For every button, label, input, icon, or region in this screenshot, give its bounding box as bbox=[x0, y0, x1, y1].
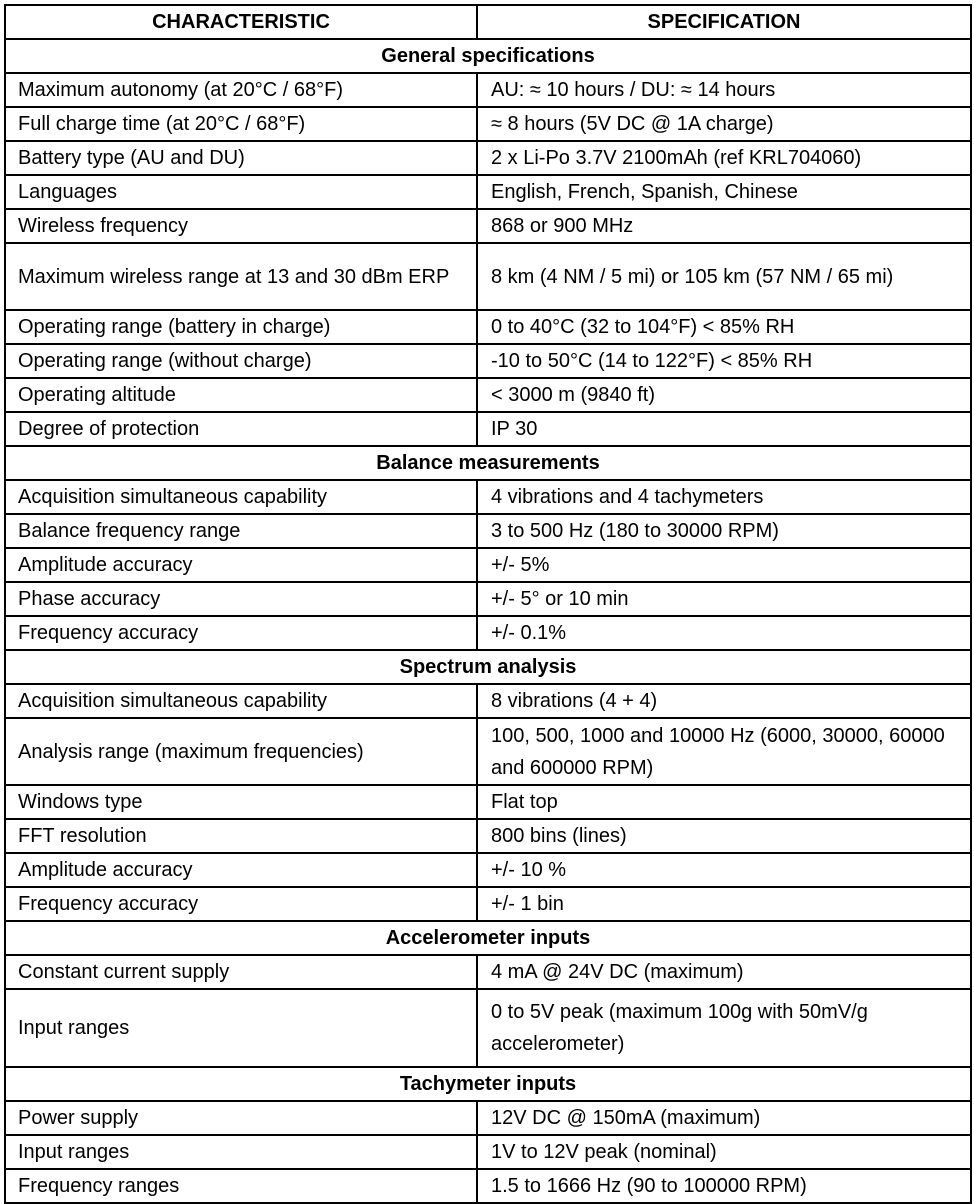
table-row bbox=[5, 548, 971, 582]
specifications-body bbox=[5, 39, 971, 1203]
table-row bbox=[5, 175, 971, 209]
characteristic-cell: Phase accuracy bbox=[5, 582, 477, 616]
specification-cell: 1V to 12V peak (nominal) bbox=[477, 1135, 971, 1169]
section-header-row bbox=[5, 921, 971, 955]
table-row bbox=[5, 785, 971, 819]
table-row bbox=[5, 344, 971, 378]
specification-cell: AU: ≈ 10 hours / DU: ≈ 14 hours bbox=[477, 73, 971, 107]
table-row bbox=[5, 514, 971, 548]
characteristic-cell: FFT resolution bbox=[5, 819, 477, 853]
table-row bbox=[5, 684, 971, 718]
specification-cell: 1.5 to 1666 Hz (90 to 100000 RPM) bbox=[477, 1169, 971, 1203]
characteristic-cell: Balance frequency range bbox=[5, 514, 477, 548]
specification-cell: 100, 500, 1000 and 10000 Hz (6000, 30000, 60000 and 600000 RPM) bbox=[477, 718, 971, 785]
characteristic-cell: Acquisition simultaneous capability bbox=[5, 684, 477, 718]
characteristic-cell: Constant current supply bbox=[5, 955, 477, 989]
specification-cell: 868 or 900 MHz bbox=[477, 209, 971, 243]
characteristic-cell: Frequency accuracy bbox=[5, 887, 477, 921]
specification-cell: 800 bins (lines) bbox=[477, 819, 971, 853]
specification-cell: 12V DC @ 150mA (maximum) bbox=[477, 1101, 971, 1135]
characteristic-cell: Maximum wireless range at 13 and 30 dBm ERP bbox=[5, 243, 477, 310]
table-row bbox=[5, 718, 971, 785]
specification-cell: Flat top bbox=[477, 785, 971, 819]
characteristic-cell: Power supply bbox=[5, 1101, 477, 1135]
characteristic-cell: Maximum autonomy (at 20°C / 68°F) bbox=[5, 73, 477, 107]
characteristic-cell: Wireless frequency bbox=[5, 209, 477, 243]
table-row bbox=[5, 582, 971, 616]
table-row bbox=[5, 107, 971, 141]
table-row bbox=[5, 819, 971, 853]
section-title: Balance measurements bbox=[5, 446, 971, 480]
specification-cell: 8 vibrations (4 + 4) bbox=[477, 684, 971, 718]
characteristic-cell: Operating range (without charge) bbox=[5, 344, 477, 378]
characteristic-cell: Languages bbox=[5, 175, 477, 209]
section-title: Tachymeter inputs bbox=[5, 1067, 971, 1101]
characteristic-cell: Degree of protection bbox=[5, 412, 477, 446]
table-row bbox=[5, 310, 971, 344]
specification-cell: ≈ 8 hours (5V DC @ 1A charge) bbox=[477, 107, 971, 141]
table-row bbox=[5, 955, 971, 989]
specification-cell: < 3000 m (9840 ft) bbox=[477, 378, 971, 412]
specification-cell: English, French, Spanish, Chinese bbox=[477, 175, 971, 209]
section-header-row bbox=[5, 1067, 971, 1101]
table-row bbox=[5, 73, 971, 107]
characteristic-cell: Input ranges bbox=[5, 989, 477, 1067]
specification-cell: +/- 0.1% bbox=[477, 616, 971, 650]
table-row bbox=[5, 141, 971, 175]
characteristic-cell: Amplitude accuracy bbox=[5, 548, 477, 582]
section-title: Spectrum analysis bbox=[5, 650, 971, 684]
table-header-row bbox=[5, 5, 971, 39]
specification-cell: -10 to 50°C (14 to 122°F) < 85% RH bbox=[477, 344, 971, 378]
characteristic-cell: Frequency ranges bbox=[5, 1169, 477, 1203]
table-row bbox=[5, 1135, 971, 1169]
header-characteristic: CHARACTERISTIC bbox=[5, 5, 477, 39]
characteristic-cell: Operating altitude bbox=[5, 378, 477, 412]
specification-cell: +/- 1 bin bbox=[477, 887, 971, 921]
table-row bbox=[5, 616, 971, 650]
characteristic-cell: Windows type bbox=[5, 785, 477, 819]
characteristic-cell: Acquisition simultaneous capability bbox=[5, 480, 477, 514]
table-row bbox=[5, 209, 971, 243]
table-row bbox=[5, 378, 971, 412]
section-title: Accelerometer inputs bbox=[5, 921, 971, 955]
specification-cell: 0 to 5V peak (maximum 100g with 50mV/g accelerometer) bbox=[477, 989, 971, 1067]
characteristic-cell: Amplitude accuracy bbox=[5, 853, 477, 887]
section-title: General specifications bbox=[5, 39, 971, 73]
table-row bbox=[5, 1101, 971, 1135]
characteristic-cell: Operating range (battery in charge) bbox=[5, 310, 477, 344]
table-row bbox=[5, 989, 971, 1067]
section-header-row bbox=[5, 39, 971, 73]
characteristic-cell: Frequency accuracy bbox=[5, 616, 477, 650]
section-header-row bbox=[5, 650, 971, 684]
characteristic-cell: Full charge time (at 20°C / 68°F) bbox=[5, 107, 477, 141]
table-row bbox=[5, 243, 971, 310]
specification-cell: 8 km (4 NM / 5 mi) or 105 km (57 NM / 65 mi) bbox=[477, 243, 971, 310]
characteristic-cell: Input ranges bbox=[5, 1135, 477, 1169]
specifications-table bbox=[4, 4, 972, 1204]
specification-cell: 4 vibrations and 4 tachymeters bbox=[477, 480, 971, 514]
characteristic-cell: Analysis range (maximum frequencies) bbox=[5, 718, 477, 785]
table-row bbox=[5, 480, 971, 514]
header-specification: SPECIFICATION bbox=[477, 5, 971, 39]
specification-cell: +/- 5% bbox=[477, 548, 971, 582]
specification-cell: 4 mA @ 24V DC (maximum) bbox=[477, 955, 971, 989]
specification-cell: IP 30 bbox=[477, 412, 971, 446]
specification-cell: 3 to 500 Hz (180 to 30000 RPM) bbox=[477, 514, 971, 548]
specification-cell: +/- 10 % bbox=[477, 853, 971, 887]
specification-cell: +/- 5° or 10 min bbox=[477, 582, 971, 616]
characteristic-cell: Battery type (AU and DU) bbox=[5, 141, 477, 175]
specification-cell: 0 to 40°C (32 to 104°F) < 85% RH bbox=[477, 310, 971, 344]
table-row bbox=[5, 887, 971, 921]
table-row bbox=[5, 853, 971, 887]
section-header-row bbox=[5, 446, 971, 480]
specification-cell: 2 x Li-Po 3.7V 2100mAh (ref KRL704060) bbox=[477, 141, 971, 175]
table-row bbox=[5, 412, 971, 446]
